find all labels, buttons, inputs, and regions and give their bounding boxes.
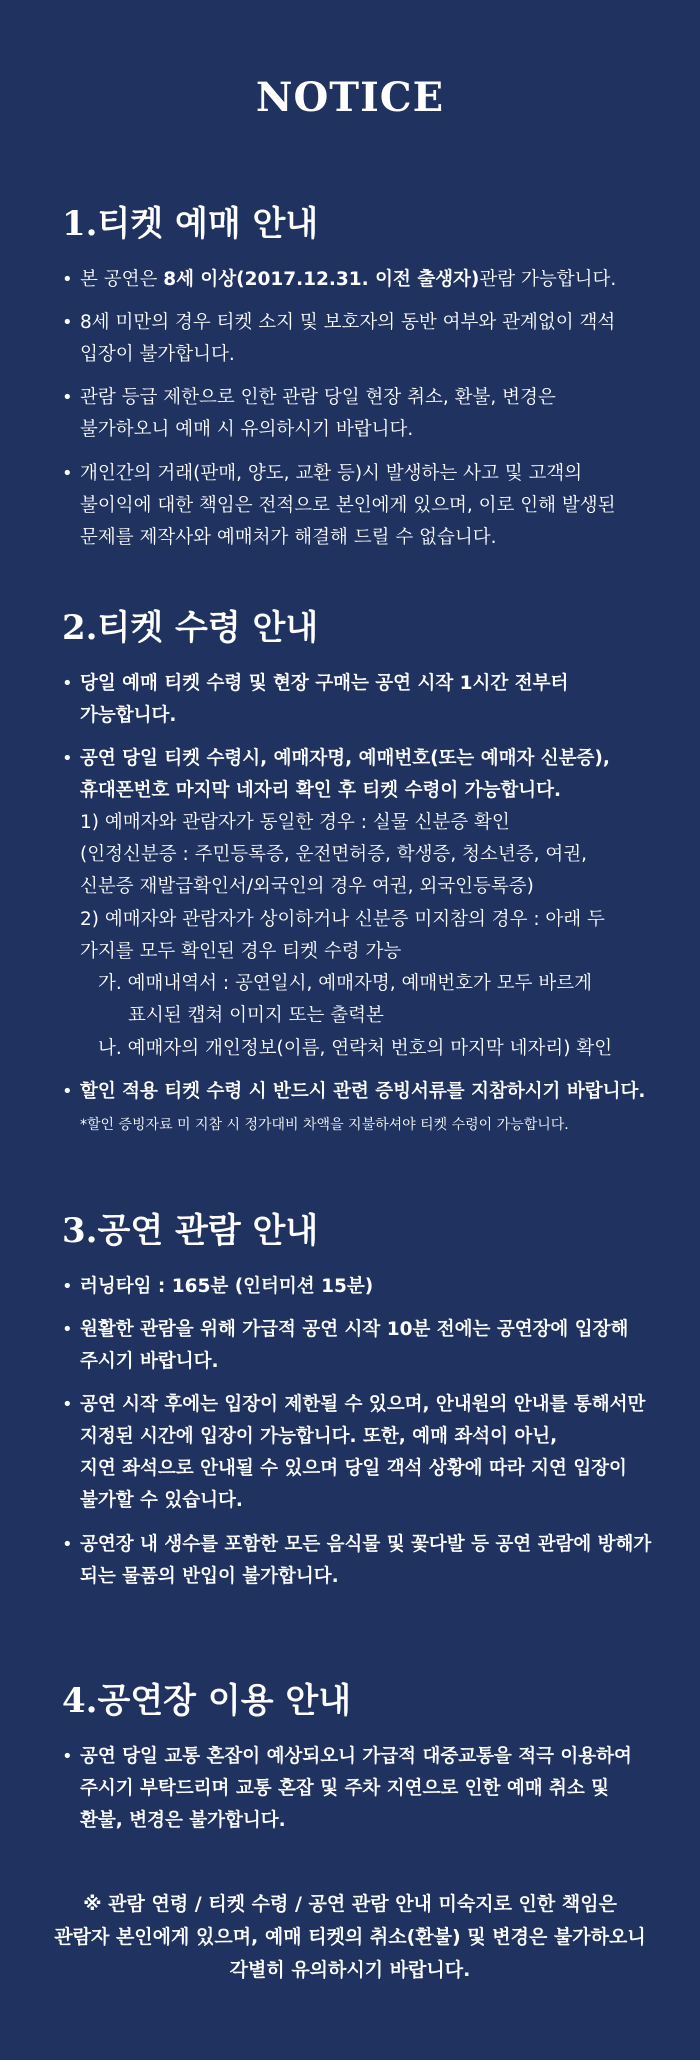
page-title: NOTICE bbox=[255, 74, 445, 121]
section-heading-viewing: 3.공연 관람 안내 bbox=[62, 1211, 319, 1251]
closing-note: 각별히 유의하시기 바랍니다. bbox=[229, 1959, 471, 1981]
bullet-icon: • bbox=[62, 1746, 73, 1767]
bullet-icon: • bbox=[62, 312, 73, 333]
list-item: 원활한 관람을 위해 가급적 공연 시작 10분 전에는 공연장에 입장해 bbox=[80, 1319, 629, 1340]
list-item: 입장이 불가합니다. bbox=[80, 344, 235, 365]
list-item: 지연 좌석으로 안내될 수 있으며 당일 객석 상황에 따라 지연 입장이 bbox=[80, 1458, 627, 1479]
age-limit-post: 관람 가능합니다. bbox=[479, 269, 617, 290]
age-limit-notice bbox=[80, 264, 616, 296]
list-item: 가능합니다. bbox=[80, 705, 177, 726]
list-item: 지정된 시간에 입장이 가능합니다. 또한, 예매 좌석이 아닌, bbox=[80, 1426, 558, 1447]
list-item: 8세 미만의 경우 티켓 소지 및 보호자의 동반 여부와 관계없이 객석 bbox=[80, 312, 616, 333]
bullet-icon: • bbox=[62, 748, 73, 769]
bullet-icon: • bbox=[62, 1534, 73, 1555]
list-item: 할인 적용 티켓 수령 시 반드시 관련 증빙서류를 지참하시기 바랍니다. bbox=[80, 1081, 646, 1102]
list-item: 불가할 수 있습니다. bbox=[80, 1490, 243, 1511]
list-item: 문제를 제작사와 예매처가 해결해 드릴 수 없습니다. bbox=[80, 527, 497, 548]
bullet-icon: • bbox=[62, 1394, 73, 1415]
section-heading-ticket-pickup: 2.티켓 수령 안내 bbox=[62, 608, 319, 648]
list-item: 공연 당일 교통 혼잡이 예상되오니 가급적 대중교통을 적극 이용하여 bbox=[80, 1746, 632, 1767]
list-item: 주시기 부탁드리며 교통 혼잡 및 주차 지연으로 인한 예매 취소 및 bbox=[80, 1778, 610, 1799]
detail-line: 가. 예매내역서 : 공연일시, 예매자명, 예매번호가 모두 바르게 bbox=[98, 973, 592, 994]
list-item: 개인간의 거래(판매, 양도, 교환 등)시 발생하는 사고 및 고객의 bbox=[80, 463, 583, 484]
bullet-icon: • bbox=[62, 1081, 73, 1102]
section-heading-ticket-booking: 1.티켓 예매 안내 bbox=[62, 204, 319, 244]
detail-line: 신분증 재발급확인서/외국인의 경우 여권, 외국인등록증) bbox=[80, 876, 534, 897]
closing-note: 관람자 본인에게 있으며, 예매 티켓의 취소(환불) 및 변경은 불가하오니 bbox=[54, 1926, 646, 1948]
age-limit-bold: 8세 이상(2017.12.31. 이전 출생자) bbox=[163, 269, 480, 290]
detail-line: 2) 예매자와 관람자가 상이하거나 신분증 미지참의 경우 : 아래 두 bbox=[80, 909, 605, 930]
list-item: 되는 물품의 반입이 불가합니다. bbox=[80, 1566, 339, 1587]
list-item: 공연장 내 생수를 포함한 모든 음식물 및 꽃다발 등 공연 관람에 방해가 bbox=[80, 1534, 652, 1555]
list-item: 러닝타임 : 165분 (인터미션 15분) bbox=[80, 1276, 374, 1297]
list-item: 공연 당일 티켓 수령시, 예매자명, 예매번호(또는 예매자 신분증), bbox=[80, 748, 610, 769]
detail-line: 1) 예매자와 관람자가 동일한 경우 : 실물 신분증 확인 bbox=[80, 812, 510, 833]
detail-line: (인정신분증 : 주민등록증, 운전면허증, 학생증, 청소년증, 여권, bbox=[80, 844, 588, 865]
list-item: 휴대폰번호 마지막 네자리 확인 후 티켓 수령이 가능합니다. bbox=[80, 780, 562, 801]
bullet-icon: • bbox=[62, 269, 73, 290]
list-item: 관람 등급 제한으로 인한 관람 당일 현장 취소, 환불, 변경은 bbox=[80, 387, 556, 408]
list-item: 불가하오니 예매 시 유의하시기 바랍니다. bbox=[80, 419, 414, 440]
list-item: 당일 예매 티켓 수령 및 현장 구매는 공연 시작 1시간 전부터 bbox=[80, 673, 569, 694]
list-item: 불이익에 대한 책임은 전적으로 본인에게 있으며, 이로 인해 발생된 bbox=[80, 495, 616, 516]
bullet-icon: • bbox=[62, 673, 73, 694]
bullet-icon: • bbox=[62, 463, 73, 484]
age-limit-pre: 본 공연은 bbox=[80, 269, 164, 290]
bullet-icon: • bbox=[62, 387, 73, 408]
list-item: 공연 시작 후에는 입장이 제한될 수 있으며, 안내원의 안내를 통해서만 bbox=[80, 1394, 646, 1415]
section-heading-venue: 4.공연장 이용 안내 bbox=[62, 1681, 352, 1721]
closing-note: ※ 관람 연령 / 티켓 수령 / 공연 관람 안내 미숙지로 인한 책임은 bbox=[83, 1893, 617, 1915]
footnote: *할인 증빙자료 미 지참 시 정가대비 차액을 지불하셔야 티켓 수령이 가능합니다. bbox=[80, 1117, 569, 1133]
detail-line: 가지를 모두 확인된 경우 티켓 수령 가능 bbox=[80, 941, 402, 962]
list-item: 환불, 변경은 불가합니다. bbox=[80, 1810, 286, 1831]
list-item: 주시기 바랍니다. bbox=[80, 1351, 219, 1372]
detail-line: 나. 예매자의 개인정보(이름, 연락처 번호의 마지막 네자리) 확인 bbox=[98, 1038, 613, 1059]
bullet-icon: • bbox=[62, 1319, 73, 1340]
detail-line: 표시된 캡쳐 이미지 또는 출력본 bbox=[128, 1005, 384, 1026]
bullet-icon: • bbox=[62, 1276, 73, 1297]
